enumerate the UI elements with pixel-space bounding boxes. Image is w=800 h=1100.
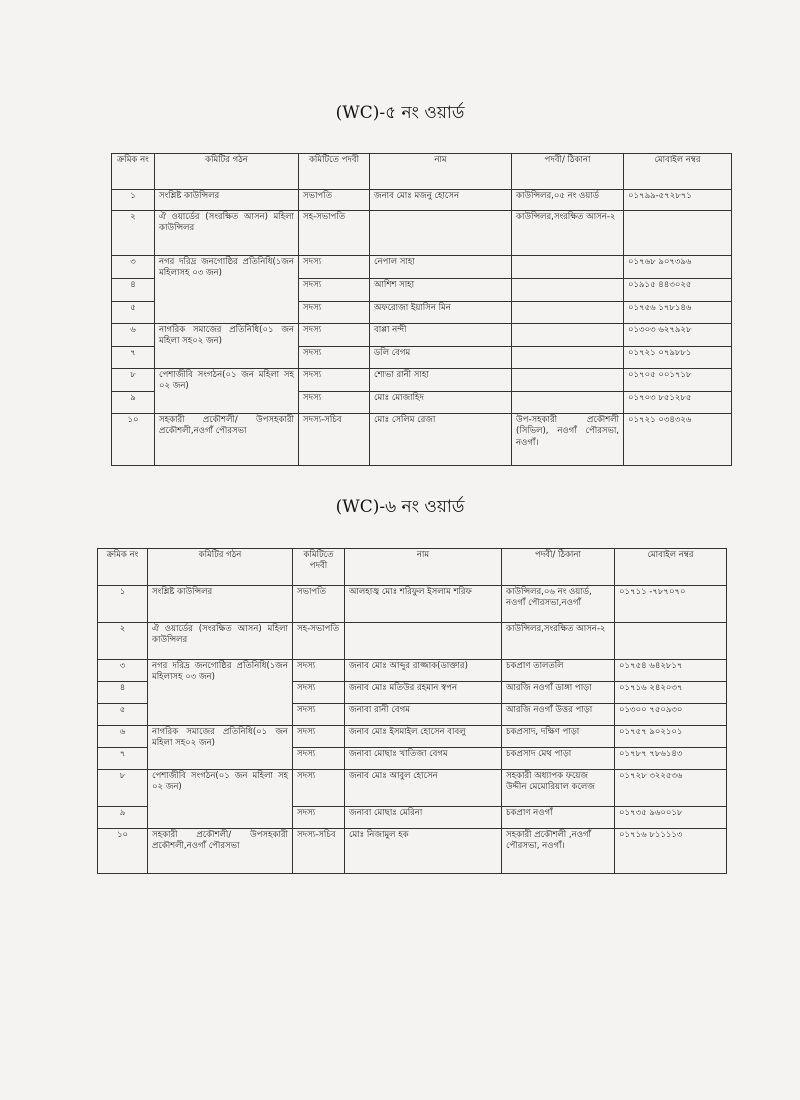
name-cell: নেপাল সাহা (370, 256, 512, 279)
committee-group-cell: সংশ্লিষ্ট কাউন্সিলর (155, 190, 299, 211)
committee-group-cell: নাগরিক সমাজের প্রতিনিধি(০১ জন মহিলা সহ০২ জন) (148, 726, 293, 770)
committee-group-cell: সহকারী প্রকৌশলী/ উপসহকারী প্রকৌশলী,নওগাঁ পৌরসভা (148, 829, 293, 874)
post-cell: সদস্য (293, 807, 345, 829)
table-row (112, 369, 732, 392)
address-cell (512, 279, 624, 302)
serial-cell: ৪ (98, 682, 148, 704)
ward5-title: (WC)-৫ নং ওয়ার্ড (335, 103, 465, 123)
table-row (112, 256, 732, 279)
serial-cell: ৯ (112, 392, 155, 414)
name-cell: আলহাজ্ব মোঃ শরিফুল ইসলাম শরিফ (345, 586, 502, 623)
header-mobile: মোবাইল নম্বর (615, 549, 727, 586)
header-committee-formation: কমিটির গঠন (155, 154, 299, 190)
name-cell: মোঃ মোজাহিদ (370, 392, 512, 414)
header-serial: ক্রমিক নং (98, 549, 148, 586)
table-header-row (98, 549, 727, 586)
committee-group-cell: ঐ ওয়ার্ডের (সংরক্ষিত আসন) মহিলা কাউন্সিলর (155, 211, 299, 256)
post-cell: সদস্য (299, 369, 370, 392)
table-row (98, 660, 727, 682)
header-designation-address: পদবী/ ঠিকানা (502, 549, 615, 586)
mobile-cell: ০১৭৬৮ ৯০৭৩৯৬ (624, 256, 732, 279)
mobile-cell: ০১৭৮৭ ৭৮৬১৪৩ (615, 748, 727, 770)
serial-cell: ৮ (112, 369, 155, 392)
mobile-cell: ০১৭২১ ০৩৪৩২৬ (624, 414, 732, 466)
address-cell: উপ-সহকারী প্রকৌশলী (সিভিল), নওগাঁ পৌরসভা, নওগাঁ। (512, 414, 624, 466)
serial-cell: ১০ (98, 829, 148, 874)
name-cell: ডলি বেগম (370, 347, 512, 369)
post-cell: সদস্য (299, 324, 370, 347)
table-row (112, 324, 732, 347)
name-cell (370, 211, 512, 256)
table-row (112, 414, 732, 466)
serial-cell: ৪ (112, 279, 155, 302)
address-cell: আরজি নওগাঁ ডাঙ্গা পাড়া (502, 682, 615, 704)
address-cell: সহকারী প্রকৌশলী ,নওগাঁ পৌরসভা, নওগাঁ। (502, 829, 615, 874)
committee-group-cell: ঐ ওয়ার্ডের (সংরক্ষিত আসন) মহিলা কাউন্সিলর (148, 623, 293, 660)
header-mobile: মোবাইল নম্বর (624, 154, 732, 190)
table-row (98, 829, 727, 874)
serial-cell: ৬ (98, 726, 148, 748)
post-cell: সদস্য (299, 256, 370, 279)
post-cell: সদস্য (299, 279, 370, 302)
name-cell (345, 623, 502, 660)
post-cell: সহ-সভাপতি (293, 623, 345, 660)
header-committee-formation: কমিটির গঠন (148, 549, 293, 586)
address-cell (512, 302, 624, 324)
mobile-cell (624, 211, 732, 256)
post-cell: সদস্য (299, 302, 370, 324)
ward6-committee-table (97, 548, 727, 874)
serial-cell: ৬ (112, 324, 155, 347)
table-row (98, 623, 727, 660)
serial-cell: ৩ (98, 660, 148, 682)
serial-cell: ৮ (98, 770, 148, 807)
post-cell: সভাপতি (299, 190, 370, 211)
serial-cell: ১ (112, 190, 155, 211)
table-header-row (112, 154, 732, 190)
name-cell: বাপ্পা নন্দী (370, 324, 512, 347)
committee-group-cell: পেশাজীবি সংগঠন(০১ জন মহিলা সহ ০২ জন) (155, 369, 299, 414)
serial-cell: ২ (112, 211, 155, 256)
post-cell: সভাপতি (293, 586, 345, 623)
name-cell: মোঃ সেলিম রেজা (370, 414, 512, 466)
address-cell (512, 256, 624, 279)
ward5-committee-table (111, 153, 732, 466)
post-cell: সদস্য (293, 726, 345, 748)
address-cell (512, 392, 624, 414)
post-cell: সদস্য (293, 660, 345, 682)
mobile-cell: ০১৭২১ ০৭৯৮৮১ (624, 347, 732, 369)
mobile-cell: ০১৭৩৫ ৯৬০০১৮ (615, 807, 727, 829)
serial-cell: ১০ (112, 414, 155, 466)
table-row (112, 190, 732, 211)
mobile-cell: ০১৭১১ -৭৮৭০৭০ (615, 586, 727, 623)
address-cell: কাউন্সিলর,০৫ নং ওয়ার্ড (512, 190, 624, 211)
post-cell: সদস্য-সচিব (299, 414, 370, 466)
post-cell: সদস্য (299, 347, 370, 369)
name-cell: অফরোজা ইয়াসিন মিন (370, 302, 512, 324)
address-cell: কাউন্সিলর,০৬ নং ওয়ার্ড, নওগাঁ পৌরসভা,নওগাঁ (502, 586, 615, 623)
committee-group-cell: পেশাজীবি সংগঠন(০১ জন মহিলা সহ ০২ জন) (148, 770, 293, 829)
address-cell: সহকারী অধ্যাপক ফয়েজ উদ্দীন মেমোরিয়াল কলেজ (502, 770, 615, 807)
post-cell: সদস্য (293, 770, 345, 807)
committee-group-cell: নাগরিক সমাজের প্রতিনিধি(০১ জন মহিলা সহ০২ জন) (155, 324, 299, 369)
committee-group-cell: সহকারী প্রকৌশলী/ উপসহকারী প্রকৌশলী,নওগাঁ পৌরসভা (155, 414, 299, 466)
address-cell (512, 324, 624, 347)
header-name: নাম (370, 154, 512, 190)
address-cell (512, 369, 624, 392)
mobile-cell: ০১৭১৬ ৮১১১১৩ (615, 829, 727, 874)
name-cell: জনাব মোঃ মতিউর রহমান স্বপন (345, 682, 502, 704)
name-cell: শোভা রানী সাহা (370, 369, 512, 392)
post-cell: সদস্য (293, 748, 345, 770)
name-cell: মোঃ নিজামুল হক (345, 829, 502, 874)
address-cell: চকপ্রাণ তালতলি (502, 660, 615, 682)
address-cell (512, 347, 624, 369)
post-cell: সদস্য (293, 704, 345, 726)
name-cell: জনাব মোঃ আবুল হোসেন (345, 770, 502, 807)
serial-cell: ৭ (98, 748, 148, 770)
serial-cell: ৫ (98, 704, 148, 726)
table-row (98, 770, 727, 807)
committee-group-cell: সংশ্লিষ্ট কাউন্সিলর (148, 586, 293, 623)
serial-cell: ৭ (112, 347, 155, 369)
table-row (112, 211, 732, 256)
header-name: নাম (345, 549, 502, 586)
name-cell: আশিশ সাহা (370, 279, 512, 302)
address-cell: আরজি নওগাঁ উত্তর পাড়া (502, 704, 615, 726)
mobile-cell: ০১৭০৩ ৮৫১২৮৫ (624, 392, 732, 414)
mobile-cell: ০১৩০৩ ৬২৭৯২৮ (624, 324, 732, 347)
ward6-title: (WC)-৬ নং ওয়ার্ড (335, 497, 465, 517)
name-cell: জনাবা মোছাঃ মেরিনা (345, 807, 502, 829)
mobile-cell: ০১৭৫৬ ১৭৮১৪৬ (624, 302, 732, 324)
table-row (98, 586, 727, 623)
address-cell: চকপ্রসাদ, দক্ষিণ পাড়া (502, 726, 615, 748)
committee-group-cell: নগর দরিদ্র জনগোষ্ঠির প্রতিনিধি(১জন মহিলাসহ ০৩ জন) (155, 256, 299, 324)
post-cell: সদস্য-সচিব (293, 829, 345, 874)
mobile-cell: ০১৭৫৭ ৯০২১০১ (615, 726, 727, 748)
mobile-cell: ০১৯১৫ ৪৪৩০২৫ (624, 279, 732, 302)
post-cell: সদস্য (299, 392, 370, 414)
mobile-cell: ০১৭১৬ ২৪২০৩৭ (615, 682, 727, 704)
name-cell: জনাব মোঃ মজনু হোসেন (370, 190, 512, 211)
name-cell: জনাব মোঃ আব্দুর রাজ্জাক(ডাক্তার) (345, 660, 502, 682)
header-committee-post: কমিটিতে পদবী (299, 154, 370, 190)
mobile-cell: ০১৭২৮ ৩২২৫৩৬ (615, 770, 727, 807)
address-cell: চকপ্রসাদ মেথ পাড়া (502, 748, 615, 770)
name-cell: জনাবা মোছাঃ খাতিজা বেগম (345, 748, 502, 770)
address-cell: কাউন্সিলর,সংরক্ষিত আসন-২ (512, 211, 624, 256)
name-cell: জনাবা রানী বেগম (345, 704, 502, 726)
committee-group-cell: নগর দরিদ্র জনগোষ্ঠির প্রতিনিধি(১জন মহিলাসহ ০৩ জন) (148, 660, 293, 726)
mobile-cell: ০১৭৫৪ ৬৪২৮১৭ (615, 660, 727, 682)
table-row (98, 726, 727, 748)
serial-cell: ১ (98, 586, 148, 623)
header-designation-address: পদবী/ ঠিকানা (512, 154, 624, 190)
header-committee-post: কমিটিতে পদবী (293, 549, 345, 586)
mobile-cell: ০১৩০০ ৭৫০৯৩০ (615, 704, 727, 726)
post-cell: সহ-সভাপতি (299, 211, 370, 256)
serial-cell: ৯ (98, 807, 148, 829)
header-serial: ক্রমিক নং (112, 154, 155, 190)
address-cell: কাউন্সিলর,সংরক্ষিত আসন-২ (502, 623, 615, 660)
serial-cell: ২ (98, 623, 148, 660)
serial-cell: ৫ (112, 302, 155, 324)
mobile-cell: ০১৭০৫ ০০১৭১৮ (624, 369, 732, 392)
serial-cell: ৩ (112, 256, 155, 279)
mobile-cell (615, 623, 727, 660)
post-cell: সদস্য (293, 682, 345, 704)
mobile-cell: ০১৭৯৯-৫৭২৮৭১ (624, 190, 732, 211)
name-cell: জনাব মোঃ ইসমাইল হোসেন বাবলু (345, 726, 502, 748)
address-cell: চকপ্রাণ নওগাঁ (502, 807, 615, 829)
